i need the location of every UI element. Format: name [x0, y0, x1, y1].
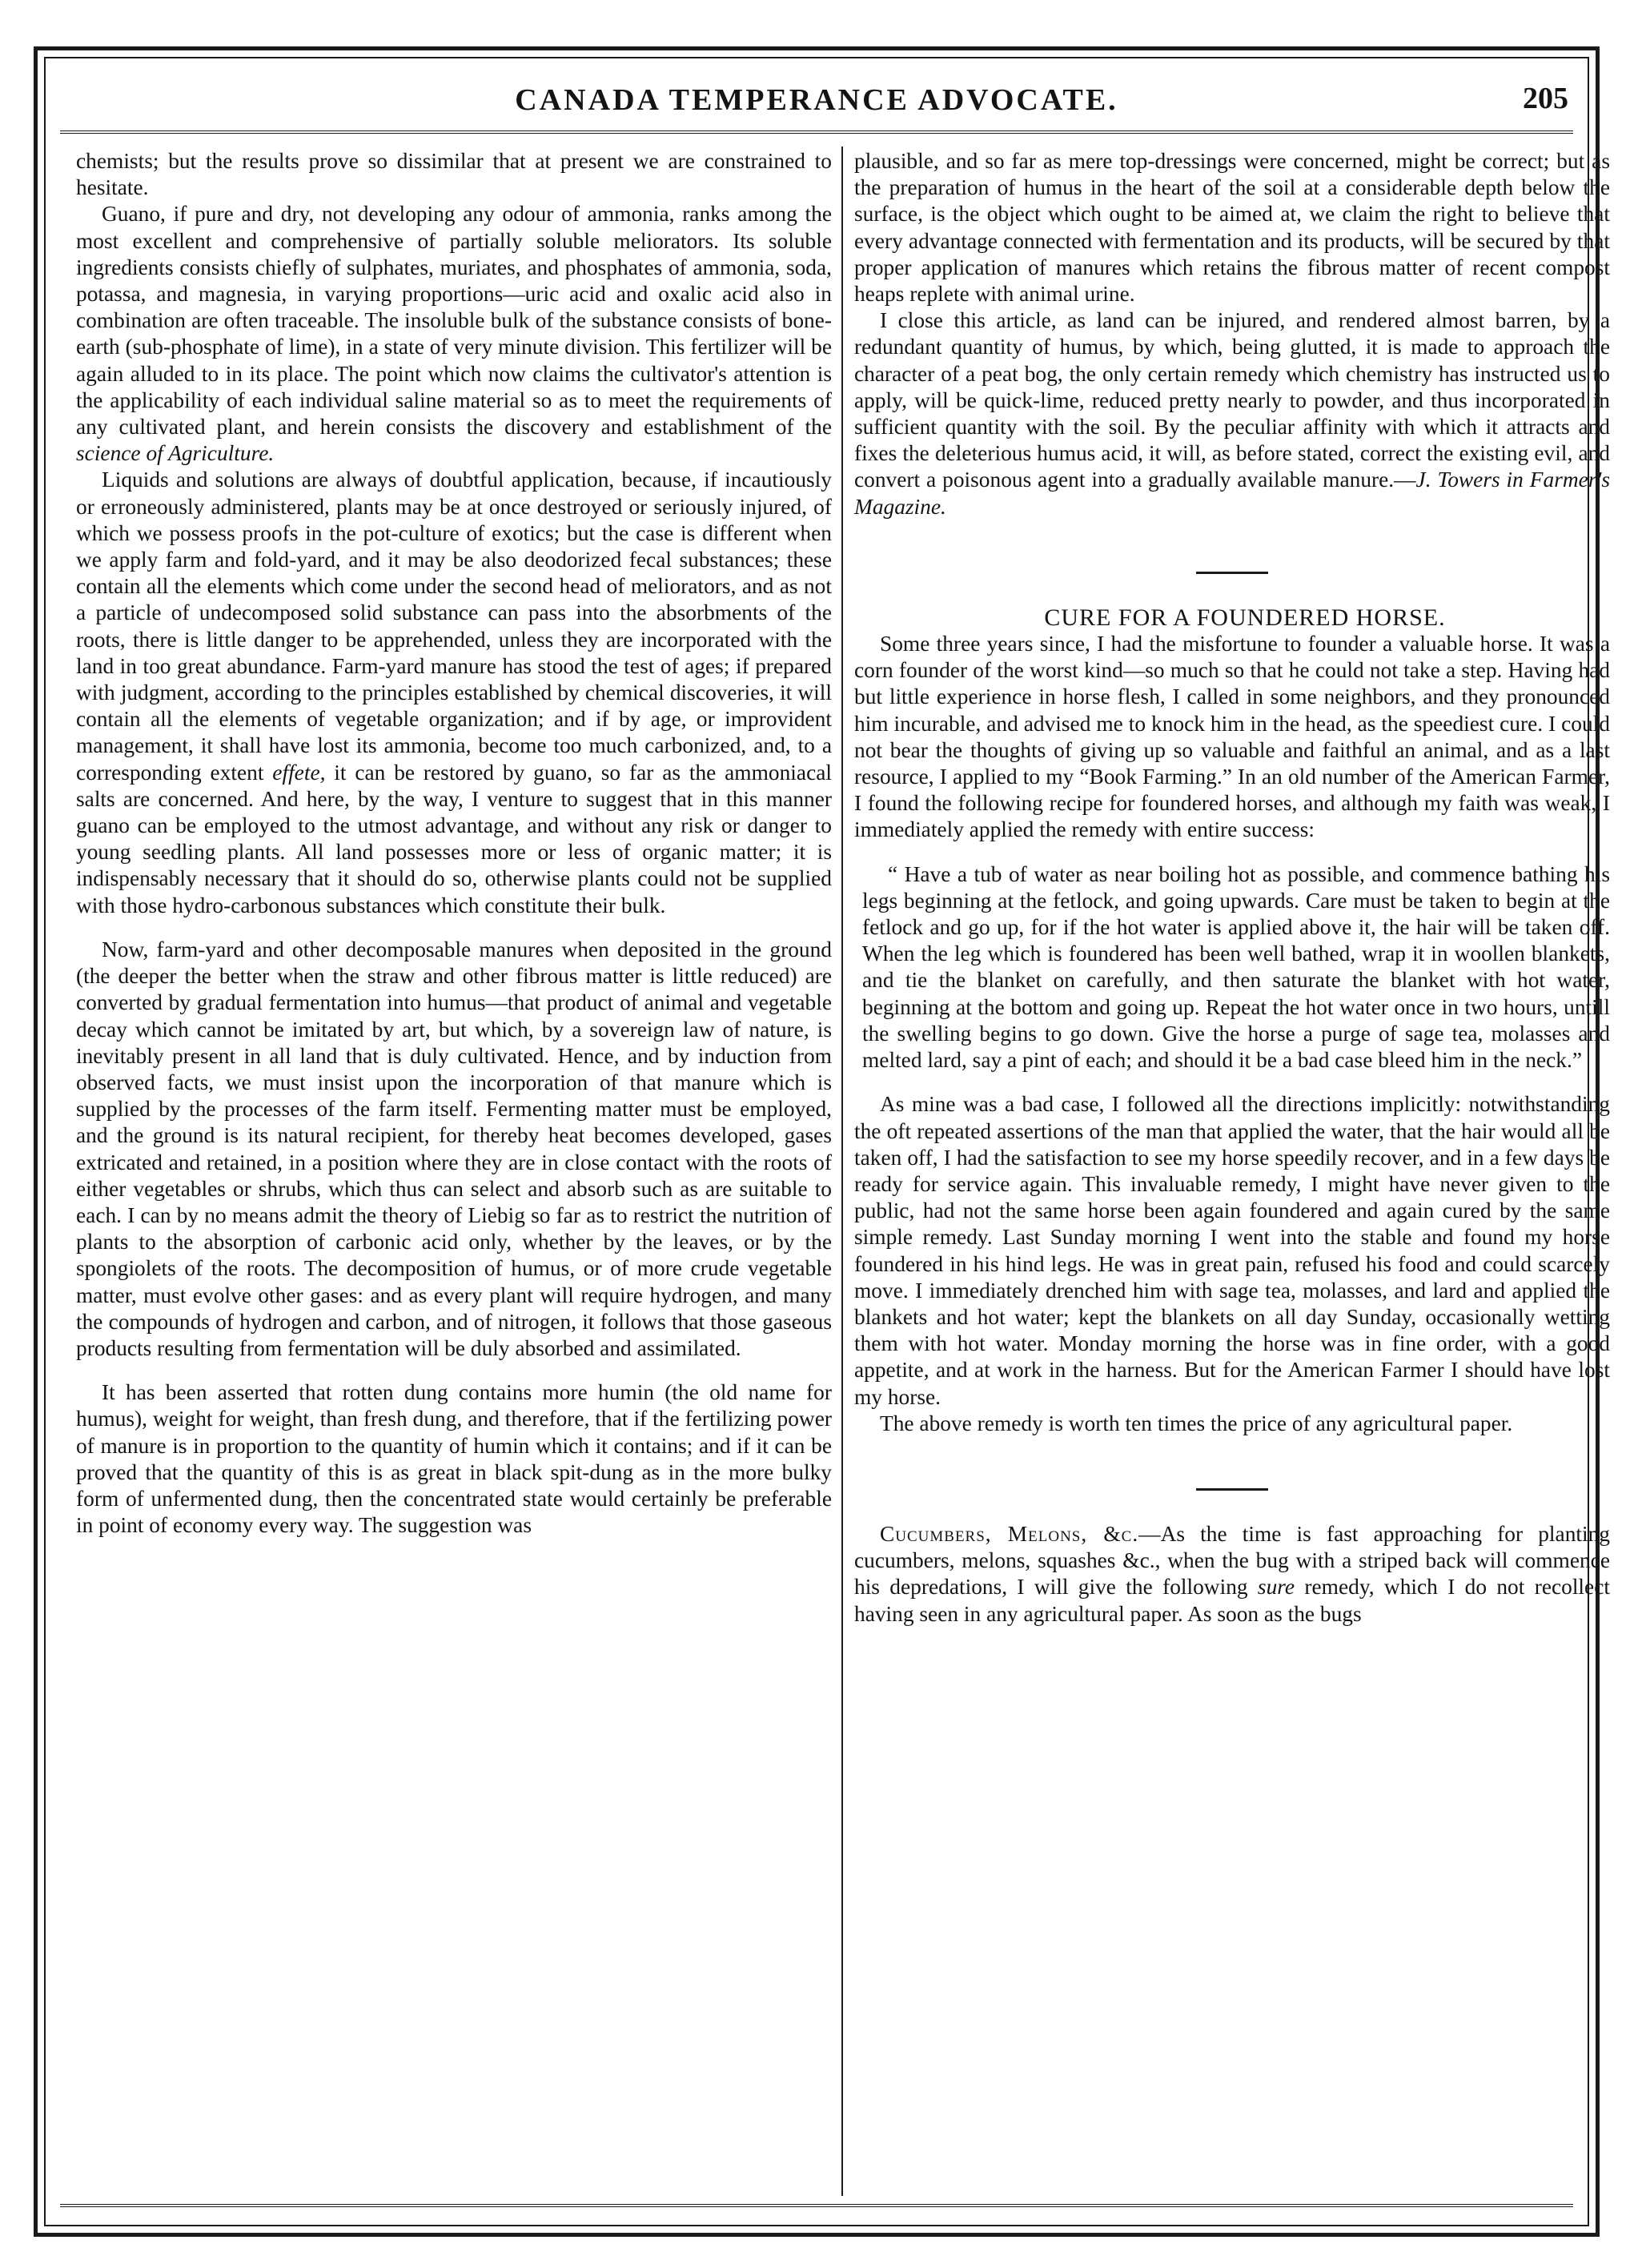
paragraph-continued: chemists; but the results prove so dissimilar that at present we are constrained to hesitate.: [76, 149, 832, 200]
footer-rule: [60, 2204, 1573, 2207]
paragraph-close-article: [854, 307, 1610, 520]
article-heading: CURE FOR A FOUNDERED HORSE.: [1044, 604, 1446, 631]
emphasis-text: science of Agriculture.: [76, 441, 275, 466]
emphasis-text: sure: [1257, 1575, 1295, 1600]
page-inner-frame: [44, 57, 1610, 2226]
paragraph-cucumbers: [854, 1521, 1610, 1628]
paragraph-remedy-worth: The above remedy is worth ten times the price of any agricultural paper.: [880, 1411, 1513, 1435]
paragraph-text: remedy, which I do not recollect having seen in any agricultural paper. As soon as the bugs: [854, 1575, 1610, 1626]
publication-title: CANADA TEMPERANCE ADVOCATE.: [515, 83, 1118, 117]
column-divider: [841, 147, 843, 2196]
emphasis-text: effete,: [272, 760, 326, 785]
paragraph-founder-story: Some three years since, I had the misfortune to founder a valuable horse. It was a corn founder of the worst kind—so much so that he could not take a step. Having had but little experience in horse flesh, I called in some neighbors, and they pronounced him incurable, and advised me to knock him in the head, as the speediest cure. I could not bear the thoughts of giving up so valuable and faithful an animal, and as a last resource, I applied to my “Book Farming.” In an old number of the American Farmer, I found the following recipe for foundered horses, and although my faith was weak, I immediately applied the remedy with entire success:: [854, 632, 1610, 842]
section-separator: [1196, 1488, 1268, 1491]
paragraph-text: Guano, if pure and dry, not developing any odour of ammonia, ranks among the most excellent and comprehensive of partially soluble meliorators. Its soluble ingredients consists chiefly of sulphates, muriates, and phosphates of ammonia, soda, potassa, and magnesia, in varying proportions—uric acid and oxalic acid also in combination are often traceable. The insoluble bulk of the substance consists of bone-earth (sub-phosphate of lime), in a state of very minute division. This fertilizer will be again alluded to in its place. The point which now claims the cultivator's attention is the applicability of each individual saline material so as to meet the requirements of any cultivated plant, and herein consists the discovery and establishment of the: [76, 202, 832, 440]
paragraph-text: I close this article, as land can be injured, and rendered almost barren, by a redundant quantity of humus, by which, being glutted, it is made to approach the character of a peat bog, the only certain remedy which chemistry has instructed us to apply, will be quick-lime, reduced pretty nearly to powder, and thus incorporated in sufficient quantity with the soil. By the peculiar affinity with which it attracts and fixes the deleterious humus acid, it will, as before stated, correct the existing evil, and convert a poisonous agent into a gradually available manure.—: [854, 308, 1610, 492]
paragraph-continued: plausible, and so far as mere top-dressings were concerned, might be correct; but as the preparation of humus in the heart of the soil at a considerable depth below the surface, is the object which ought to be aimed at, we claim the right to believe that every advantage connected with fermentation and its products, will be secured by that proper application of manures which retains the fibrous matter of recent compost heaps replete with animal urine.: [854, 149, 1610, 307]
paragraph-result: As mine was a bad case, I followed all the directions implicitly: notwithstanding the oft repeated assertions of the man that applied the water, that the hair would all be taken off, I had the satisfaction to see my horse speedily recover, and in a few days be ready for service again. This invaluable remedy, I might have never given to the public, had not the same horse been again foundered and again cured by the same simple remedy. Last Sunday morning I went into the stable and found my horse foundered in his hind legs. He was in great pain, refused his food and could scarcely move. I immediately drenched him with sage tea, molasses, and lard and applied the blankets and hot water; kept the blankets on all day Sunday, occasionally wetting them with hot water. Monday morning the horse was in fine order, with a good appetite, and at work in the harness. But for the American Farmer I should have lost my horse.: [854, 1092, 1610, 1409]
paragraph-farm-yard: Now, farm-yard and other decomposable manures when deposited in the ground (the deeper the better when the straw and other fibrous matter is little reduced) are converted by gradual fermentation into humus—that product of animal and vegetable decay which cannot be imitated by art, but which, by a sovereign law of nature, is inevitably present in all land that is duly cultivated. Hence, and by induction from observed facts, we must insist upon the incorporation of that manure which is supplied by the processes of the farm itself. Fermenting matter must be employed, and the ground is its natural recipient, for thereby heat becomes developed, gases extricated and retained, in a position where they are in close contact with the roots of either vegetables or shrubs, which thus can select and absorb such as are suitable to each. I can by no means admit the theory of Liebig so far as to restrict the nutrition of plants to the absorption of carbonic acid only, whether by the leaves, or by the spongiolets of the roots. The decomposition of humus, or of more crude vegetable matter, must evolve other gases: and as every plant will require hydrogen, and many the compounds of hydrogen and carbon, and of nitrogen, it follows that those gaseous products resulting from fermentation will be duly absorbed and assimilated.: [76, 937, 832, 1360]
recipe-quote: “ Have a tub of water as near boiling hot as possible, and commence bathing his legs beginning at the fetlock, and going upwards. Care must be taken to begin at the fetlock and go up, for if the hot water is applied above it, the hair will be taken off. When the leg which is foundered has been well bathed, wrap it in woollen blankets, and tie the blanket on carefully, and then saturate the blanket with hot water, beginning at the bottom and going up. Repeat the hot water once in two hours, untill the swelling begins to go down. Give the horse a purge of sage tea, molasses and melted lard, say a pint of each; and should it be a bad case bleed him in the neck.”: [862, 861, 1610, 1073]
run-in-heading: Cucumbers, Melons, &c.: [880, 1521, 1139, 1546]
paragraph-rotten-dung: It has been asserted that rotten dung contains more humin (the old name for humus), weight for weight, than fresh dung, and therefore, that if the fertilizing power of manure is in proportion to the quantity of humin which it contains; and if it can be proved that the quantity of this is as great in black spit-dung as in the more bulky form of unfermented dung, then the concentrated state would certainly be preferable in point of economy every way. The suggestion was: [76, 1380, 832, 1538]
running-header: [60, 73, 1573, 134]
left-column: [76, 148, 832, 1539]
attribution: J. Towers in Farmer's Magazine.: [854, 468, 1610, 519]
paragraph-guano: [76, 201, 832, 467]
section-separator: [1196, 572, 1268, 574]
paragraph-text: Liquids and solutions are always of doubtful application, because, if incautiously or erroneously administered, plants may be at once destroyed or seriously injured, of which we possess proofs in the pot-culture of exotics; but the case is different when we apply farm and fold-yard, and it may be also deodorized fecal substances; these contain all the elements which come under the second head of meliorators, and as not a particle of undecomposed solid substance can pass into the absorbments of the roots, there is little danger to be apprehended, unless they are incorporated with the land in too great abundance. Farm-yard manure has stood the test of ages; if prepared with judgment, according to the principles established by chemical discoveries, it will contain all the elements of vegetable organization; and if by age, or improvident management, it shall have lost its ammonia, become too much carbonized, and, to a corresponding extent: [76, 468, 832, 785]
paragraph-liquids: [76, 467, 832, 918]
paragraph-text: —As the time is fast approaching for planting cucumbers, melons, squashes &c., when the bug with a striped back will commence his depredations, I will give the following: [854, 1521, 1610, 1600]
page-number: 205: [1523, 82, 1568, 115]
page-frame: [34, 46, 1610, 2237]
right-column: [854, 148, 1610, 1628]
paragraph-text: it can be restored by guano, so far as the ammoniacal salts are concerned. And here, by the way, I venture to suggest that in this manner guano can be employed to the utmost advantage, and without any risk or danger to young seedling plants. All land possesses more or less of organic matter; it is indispensably necessary that it should do so, otherwise plants could not be supplied with those hydro-carbonous substances which constitute their bulk.: [76, 760, 832, 917]
